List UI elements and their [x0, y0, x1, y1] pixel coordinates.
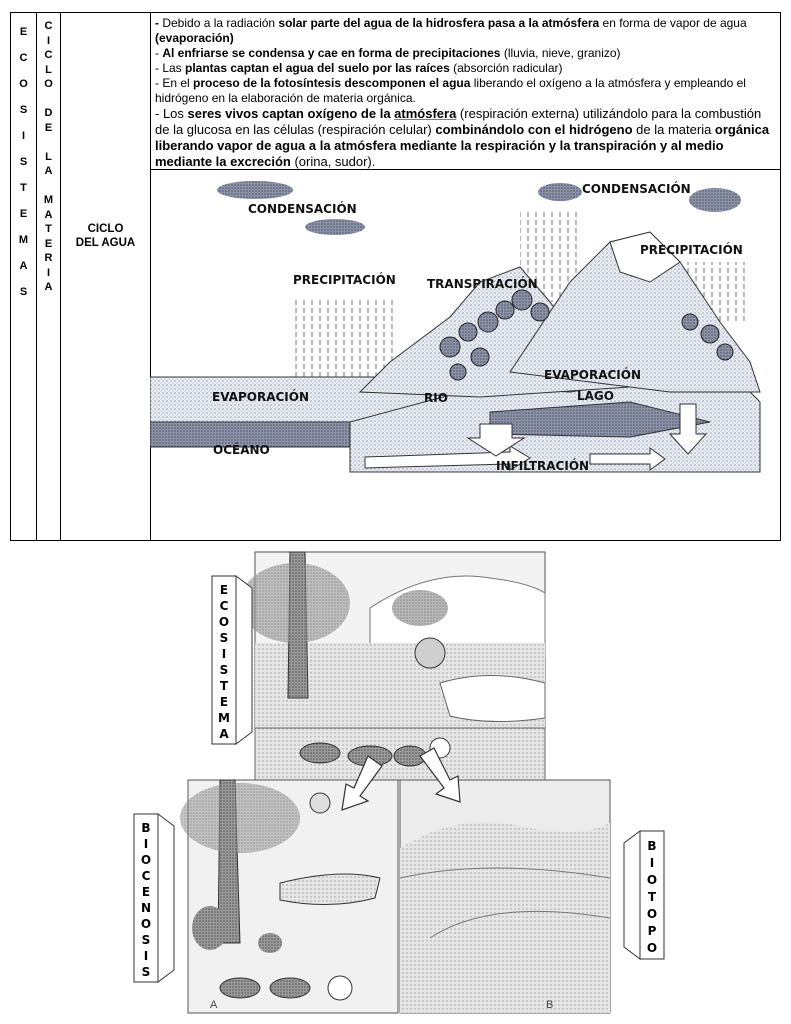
water-cycle-illustration — [150, 172, 762, 484]
paragraph-1: - Debido a la radiación solar parte del agua de la hidrosfera pasa a la atmósfera en forma de vapor de agua (evaporación) — [155, 16, 747, 45]
vertical-letter: L — [45, 150, 52, 163]
ecosistema-label-box — [212, 576, 252, 744]
vertical-letter: S — [219, 663, 229, 677]
water-cycle-svg — [150, 172, 762, 484]
vertical-word-ciclo-de-la-materia — [37, 19, 60, 295]
vertical-letter: S — [19, 286, 28, 298]
label-precipitacion-right: PRECIPITACIÓN — [640, 243, 743, 257]
water-cycle-text — [155, 16, 777, 170]
vertical-letter: O — [646, 873, 658, 887]
vertical-letter: O — [140, 917, 152, 931]
vertical-letter: I — [21, 130, 26, 142]
label-condensacion-left: CONDENSACIÓN — [248, 202, 357, 216]
paragraph-5: - Los seres vivos captan oxígeno de la atmósfera (respiración externa) utilizándolo para la combustión de la glucosa en las células (respiración celular) combinándolo con el hidrógeno de la materia orgánica liberando vapor de agua a la atmósfera mediante la respiración y la transpiración y al medio mediante la excreción (orina, sudor). — [155, 106, 770, 169]
label-evaporacion-left: EVAPORACIÓN — [212, 390, 309, 404]
vertical-letter: E — [141, 885, 151, 899]
label-condensacion-right: CONDENSACIÓN — [582, 182, 691, 196]
vertical-letter: I — [143, 949, 149, 963]
vertical-letter: M — [43, 194, 54, 206]
vertical-letter: C — [219, 599, 229, 613]
vertical-letter: L — [45, 63, 52, 76]
vertical-letter: T — [45, 223, 52, 235]
vertical-letter: T — [20, 182, 27, 194]
vertical-letter: I — [46, 266, 51, 279]
vertical-letter: E — [44, 121, 53, 134]
vertical-word-ecosistemas — [11, 19, 36, 305]
biotopo-panel — [400, 780, 610, 1013]
vertical-letter: A — [44, 165, 53, 177]
vertical-letter: B — [141, 821, 151, 835]
label-rio: RIO — [424, 391, 448, 405]
label-evaporacion-right: EVAPORACIÓN — [544, 368, 641, 382]
vertical-letter: E — [19, 208, 28, 220]
vertical-letter: D — [44, 107, 53, 119]
biocenosis-label-box — [134, 814, 174, 982]
vertical-letter — [37, 92, 60, 107]
label-oceano: OCÉANO — [213, 443, 270, 457]
label-lago: LAGO — [577, 389, 614, 403]
vertical-letter — [37, 135, 60, 150]
vertical-letter: S — [141, 933, 151, 947]
vertical-letter: O — [140, 853, 152, 867]
paragraph-2: - Al enfriarse se condensa y cae en forma de precipitaciones (lluvia, nieve, granizo) — [155, 46, 621, 60]
vertical-letter: E — [219, 695, 229, 709]
vertical-letter: E — [44, 237, 53, 250]
vertical-letter: N — [140, 901, 152, 915]
vertical-letter: S — [141, 965, 151, 979]
vertical-letter: T — [647, 890, 657, 904]
vertical-letter: R — [44, 252, 53, 264]
vertical-letter: I — [221, 647, 227, 661]
topic-line-1: CICLO — [87, 223, 124, 235]
vertical-letter: M — [18, 234, 29, 246]
column-ciclo-materia — [36, 12, 61, 541]
vertical-letter: S — [219, 631, 229, 645]
paragraph-3: - Las plantas captan el agua del suelo por las raíces (absorción radicular) — [155, 61, 563, 75]
vertical-letter: M — [218, 711, 230, 725]
vertical-letter: P — [647, 924, 657, 938]
vertical-letter: S — [19, 156, 28, 168]
topic-title — [61, 223, 150, 251]
ecosystem-svg — [130, 548, 690, 1018]
vertical-letter: A — [219, 727, 229, 741]
vertical-letter: I — [46, 34, 51, 47]
vertical-letter: A — [44, 281, 53, 293]
vertical-letter: A — [19, 260, 28, 272]
vertical-letter: S — [19, 104, 28, 116]
paragraph-4: - En el proceso de la fotosíntesis descomponen el agua liberando el oxígeno a la atmósfera y empleando el hidrógeno en la elaboración de materia orgánica. — [155, 76, 746, 105]
vertical-letter: I — [649, 856, 655, 870]
label-infiltracion: INFILTRACIÓN — [496, 459, 590, 473]
panel-a-label: A — [210, 999, 218, 1011]
panel-b-label: B — [546, 999, 554, 1011]
vertical-letter — [37, 179, 60, 194]
biotopo-label-box — [624, 831, 664, 959]
vertical-letter: O — [19, 78, 28, 90]
column-ecosistemas — [10, 12, 37, 541]
vertical-letter: C — [141, 869, 151, 883]
label-precipitacion-left: PRECIPITACIÓN — [293, 273, 396, 287]
vertical-letter: B — [647, 839, 657, 853]
vertical-letter: C — [44, 49, 53, 61]
vertical-letter: O — [646, 941, 658, 955]
ecosystem-diagram — [130, 548, 690, 1018]
ecosystem-panel — [240, 552, 545, 780]
vertical-letter: A — [44, 208, 53, 221]
vertical-letter: C — [19, 52, 28, 64]
vertical-letter: E — [219, 583, 229, 597]
vertical-letter: O — [44, 78, 53, 90]
vertical-letter: O — [218, 615, 230, 629]
label-transpiracion: TRANSPIRACIÓN — [427, 277, 538, 291]
vertical-letter: C — [44, 20, 53, 32]
vertical-letter: I — [143, 837, 149, 851]
topic-line-2: DEL AGUA — [75, 236, 136, 249]
vertical-letter: T — [219, 679, 229, 693]
vertical-letter: E — [19, 26, 28, 38]
column-topic — [60, 12, 151, 541]
cell-divider — [151, 169, 780, 170]
vertical-letter: O — [646, 907, 658, 921]
biocenosis-panel — [180, 780, 398, 1013]
